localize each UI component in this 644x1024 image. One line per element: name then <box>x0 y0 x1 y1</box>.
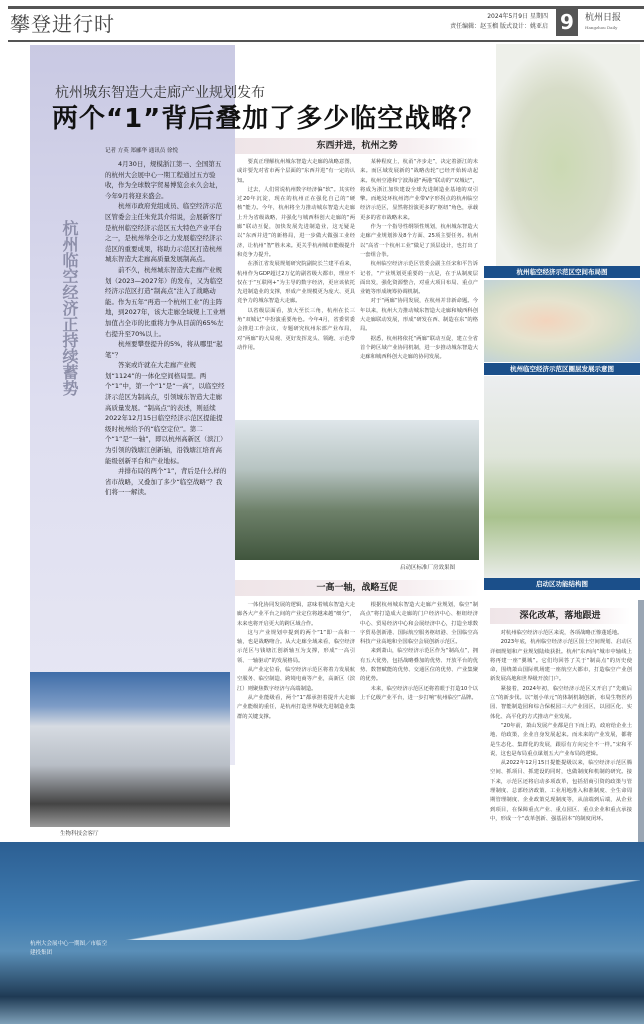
byline: 记者 方英 郑郦华 通讯员 徐悦 <box>105 148 178 154</box>
article-subtitle: 杭州城东智造大走廊产业规划发布 <box>55 85 265 101</box>
paragraph: 这与产业规划中提到的两个“1”即一高和一轴，也是战略吻合。从大走廊全域来看，临空经济示范区与钱塘江创新轴互为支撑，形成“一高引领、一轴驱动”的发展格局。 <box>237 629 355 664</box>
newspaper-logo <box>585 12 621 31</box>
editor-credits: 责任编辑：赵玉榴 版式设计：姚亚启 <box>450 23 548 30</box>
section2-col-b <box>360 601 478 829</box>
paragraph: 过去，人们常说杭州数字经济偏“软”。其实经过20年沉淀，现在的杭州正在强化自己的“硬核”能力。今年，杭州将全力推动城东智造大走廊上升为省级战略，并强化与城西科创大走廊的“两廊”联动互促，加快发展先进制造业，这无疑是以“东西并进”的新格局，进一步做大做强工业经济，让杭州“智”胜未来。更关乎杭州城市能级提升和竞争力提升。 <box>237 186 355 258</box>
page-number: 9 <box>556 8 578 36</box>
photo-caption: 杭州大会展中心一期图／市临空建投集团 <box>30 941 108 956</box>
section1-col-b <box>360 158 478 416</box>
map-banner: 杭州临空经济示范区圈层发展示意图 <box>484 363 640 375</box>
paragraph: 2023年底，杭州临空经济示范区国土空间规划、启动区详细规划和产业规划陆续获批。杭州“东西向”城市中轴线上将再建一座“翼城”。它们均回答了关于“制高点”的历史使命，围绕萧山国际机场建一座航空大都市，打造临空产业创新发展高地和世界级开放门户。 <box>490 639 632 683</box>
paragraph: 来到萧山，临空经济示范区作为“制高点”，拥有五大优势，包括战略叠加的优势、开放平台的优势、数智赋能的优势、交通区位的优势、产业集聚的优势。 <box>360 648 478 683</box>
paragraph: 作为一个指导性纲领性规划，杭州城东智造大走廊产业规划涉及8个方面、25项主要任务。杭州以“高省一个杭州工业”做足了顶层设计，也打出了一套组合拳。 <box>360 224 478 258</box>
section-heading: 东西并进，杭州之势 <box>235 138 479 154</box>
map-banner: 启动区功能结构图 <box>484 578 640 590</box>
paragraph: 某种程度上，杭甬“齐步走”，决定着浙江的未来。而区域发展新的“战略齿轮”已经开始转动起来。杭州空港和宁波海港“两港”联动的“双城记”，将成为浙江加快建设全球先进制造业基地的双引擎。而地处环杭州湾产业带V字形拐点的杭州临空经济示范区，显然将扮演更多的“枢纽”角色，承载更多的省市战略未来。 <box>360 159 478 221</box>
paragraph: 从产业定位看，临空经济示范区将着力发展航空服务、临空制造、跨境电商等产业，高新区（滨江）则聚焦数字经济与高端制造。 <box>237 667 355 692</box>
paragraph: 4月30日，规模浙江第一、全国第五的杭州大会展中心一期工程通过五方验收，作为全球数字贸易博览会永久会址，今年9月将迎来盛会。 <box>105 160 222 200</box>
paragraph: 根据杭州城东智造大走廊产业规划，临空“制高点”将打造成大走廊的门户经济中心、枢纽经济中心、贸易经济中心和会展经济中心，打造全球数字贸易创新港、国际航空服务枢纽港、全国临空高科技产业高地和全国临空会展创新示范区。 <box>360 602 478 646</box>
section-heading: 一高一轴，战略互促 <box>235 580 479 596</box>
paragraph: 杭州要攀登提升的5%，将从哪里“起笔”？ <box>105 340 223 359</box>
function-structure-map <box>484 376 640 578</box>
photo-caption: 生物科技会客厅 <box>60 831 99 837</box>
district-map <box>496 44 640 266</box>
section2-col-a <box>237 601 355 829</box>
paragraph: 紧接着，2024年初，临空经济示范区又开启了“先破后立”的新步伐。以“划小单元”的体制机制创新，布局生物医药园、智能制造园和综合保税园三大产业园区，以园区化、实体化、高平化的方式推动产业发展。 <box>490 685 632 720</box>
paragraph: 对杭州临空经济示范区来说，各项战略正惨蓬延地。 <box>500 630 623 636</box>
section-heading: 深化改革，落地跟进 <box>490 608 630 624</box>
ring-development-map <box>484 280 640 362</box>
map-banner: 杭州临空经济示范区空间布局图 <box>484 266 640 278</box>
bio-tech-hall-photo <box>30 672 230 827</box>
section-name: 攀登进行时 <box>10 12 115 36</box>
paragraph: 以省级层面看，放大至长三角，杭州在长三角“双城记”中扮演重要角色。今年4月，省委常委会推进工作会议，专题研究杭州东部产业布局，对“两廊”的大局观、更好发挥龙头、领跑、示范带动作用。 <box>237 307 355 351</box>
paragraph: 并排布局的两个“1”，背后是什么样的省市战略，又叠加了多少“临空战略”？我们将一一解读。 <box>105 467 227 497</box>
issue-meta <box>450 12 548 32</box>
paragraph: 要真正理解杭州城东智造大走廊的战略意图，或许要先对省市两个层面的“东西并进”有一定的认知。 <box>237 159 355 184</box>
photo-caption: 启动区标准厂房效果图 <box>400 565 456 571</box>
paragraph: 从产业能级看，两个“1”都承担着提升大走廊产业能级的重任，是杭州打造世界级先进制造业集群的关键支撑。 <box>237 694 355 720</box>
paragraph: 答案或许就在大走廊产业规划“1124”的一体化空间格局里。两个“1”中，第一个“1”是“一高”，以临空经济示范区为制高点，引领城东智造大走廊高质量发展。“制高点”的表述，则延续2022年12月15日临空经济示范区提能提级时杭州给予的“临空定位”。第二个“1”是“一轴”，即以杭州高新区（滨江）为引领的钱塘江创新轴，沿钱塘江培育高能级创新平台和产业地标。 <box>105 361 227 465</box>
paragraph: “20年前，萧山发展产业都是自下而上的，政府给企业土地、给政策，企业自身发展起来。而未来的产业发展，都将是生态化、集群化的发展，跟原有方向完全不一样。”宋和平说，这也是布局重点谋划五大产业布局的逻辑。 <box>490 722 632 757</box>
paragraph: 从2022年12月15日提能提级以来，临空经济示范区腾空间、抓项目、抓建设的同时，也做制度和机制的研究。接下来，示范区还将启动多项改革，包括招商引资的政策与管理制度、总部经济政策、工业用地准入和准制度、全生命周期管理制度、企业政策兑现制度等，从前端到后端，从企业到项目，在保障重点产业、重点园区、重点企业和重点承接中，形成一个“改革创新、强基固本”的制度闭环。 <box>490 760 632 822</box>
section1-col-a <box>237 158 355 416</box>
paragraph: 在浙江省发展规划研究院副院长兰建平看来，杭州作为GDP超过2万亿的副省级大都市，理应不仅在于“互联网+”为主导的数字经济，更应该依托先进制造业的支撑，形成产业规模更为庞大、更具竞争力的城东智造大走廊。 <box>237 261 355 305</box>
article-headline: 两个“1”背后叠加了多少临空战略？ <box>52 104 486 134</box>
header-rule-top <box>8 6 644 9</box>
paragraph: 一体化协同发展的逻辑，意味着城东智造大走廊各大产业平台之间的产业定位将越来越“细分”，未来也将开启更大的跨区域合作。 <box>237 602 355 627</box>
logo-en: Hangzhou Daily <box>585 25 618 30</box>
paragraph: 杭州临空经济示范区管委会副主任宋和平告诉记者，“产业规划更重要的一点是，在于从制度层面出发，强化资源整合，对重大项目布局、重点产业链等形成统筹协调机制。 <box>360 261 478 296</box>
expo-roof-graphic <box>120 880 640 940</box>
paragraph: 杭州市政府党组成员、临空经济示范区管委会主任朱党其介绍说，会展新客厅是杭州临空经济示范区五大特色产业平台之一，是杭州举全市之力发展临空经济示范区的重要成果，将助力示范区打造杭州城东智造大走廊高质量发展制高点。 <box>105 202 222 264</box>
header-rule-bottom <box>8 40 644 42</box>
paragraph: 前不久，杭州城东智造大走廊产业规划（2023—2027年）的发布，又为临空经济示范区打造“制高点”注入了战略动能。作为五年“再造一个杭州工业”的主阵地，到2027年，该大走廊全域规上工业增加值占全市的比重将力争从目前的65%左右提升至70%以上。 <box>105 265 226 338</box>
issue-date: 2024年5月9日 星期四 <box>487 13 548 20</box>
paragraph: 对于“两廊”协同发展，在杭州并非新命题。今年以来，杭州大力推动城东智造大走廊和城西科创大走廊联动发展，形成“研发在西、制造在东”的格局。 <box>360 298 478 333</box>
intro-column <box>105 147 227 498</box>
side-title: 杭州临空经济正持续蓄势 <box>60 220 79 396</box>
factory-rendering-photo <box>235 420 479 560</box>
logo-text: 杭州日报 <box>585 13 622 23</box>
paragraph: 未来，临空经济示范区还将着眼于打造10个以上千亿级产业平台，进一步打响“杭州临空”品牌。 <box>360 685 478 701</box>
paragraph: 据悉，杭州将依托“两廊”联动互促，建立全省首个跨区域产业协同机制，进一步推动城东智造大走廊和城西科创大走廊的协同发展。 <box>360 335 478 361</box>
